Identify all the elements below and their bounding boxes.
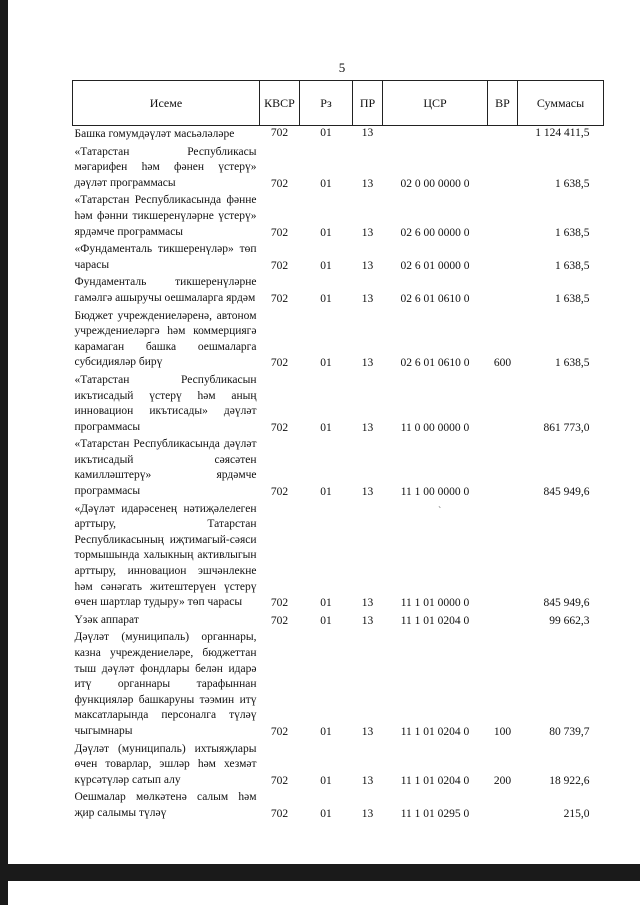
row-vr xyxy=(488,241,518,274)
scan-speck: ` xyxy=(438,506,442,517)
row-csr: 11 1 01 0204 0 xyxy=(400,614,470,627)
row-vr xyxy=(488,612,518,630)
scan-left-edge xyxy=(0,0,8,905)
row-sum: 99 662,3 xyxy=(549,614,590,627)
table-row xyxy=(73,126,604,144)
row-pr: 13 xyxy=(361,357,374,370)
row-kvsr: 702 xyxy=(270,614,289,627)
row-vr xyxy=(488,789,518,822)
row-kvsr: 702 xyxy=(270,226,289,239)
row-vr xyxy=(488,501,518,612)
row-name: Дәүләт (муниципаль) ихтыяҗлары өчен товарлар, эшләр һәм хезмәт күрсәтүләр сатып алу xyxy=(74,742,257,786)
row-csr: 11 1 00 0000 0 xyxy=(400,486,470,499)
row-kvsr: 702 xyxy=(270,259,289,272)
row-csr: 02 6 01 0610 0 xyxy=(400,292,470,305)
row-rz: 01 xyxy=(320,226,332,239)
row-rz: 01 xyxy=(320,292,332,305)
header-csr: ЦСР xyxy=(383,81,488,126)
row-pr: 13 xyxy=(361,259,374,272)
row-pr: 13 xyxy=(361,486,374,499)
row-rz: 01 xyxy=(320,807,332,820)
row-name: «Татарстан Республикасын икътисадый үстерү һәм аның инновацион икътисады» дәүләт программасы xyxy=(74,373,257,433)
row-pr: 13 xyxy=(361,614,374,627)
row-csr: 02 6 01 0610 0 xyxy=(400,357,470,370)
row-kvsr: 702 xyxy=(270,421,289,434)
row-sum: 1 638,5 xyxy=(555,259,590,272)
row-csr: 02 6 00 0000 0 xyxy=(400,226,470,239)
row-name: Үзәк аппарат xyxy=(74,613,139,626)
row-rz: 01 xyxy=(320,774,332,787)
row-kvsr: 702 xyxy=(270,292,289,305)
row-kvsr: 702 xyxy=(270,486,289,499)
row-vr: 200 xyxy=(493,774,512,787)
row-csr: 02 0 00 0000 0 xyxy=(400,177,470,190)
row-rz: 01 xyxy=(320,259,332,272)
row-kvsr: 702 xyxy=(270,774,289,787)
row-sum: 845 949,6 xyxy=(543,597,590,610)
row-rz: 01 xyxy=(320,127,332,139)
table-row xyxy=(73,741,604,790)
table-row xyxy=(73,241,604,274)
row-sum: 1 638,5 xyxy=(555,292,590,305)
header-sum: Суммасы xyxy=(518,81,604,126)
table-body xyxy=(73,126,604,823)
table-row xyxy=(73,501,604,612)
row-name: «Дәүләт идарәсенең нәтиҗәлелеген арттыру, Татарстан Республикасының иҗтимагый-сәяси тормышында халыкның активлыгын арттыру, инновацион эшчәнлекне һәм сәнәгать житештерүен үстерү өчен шартлар тудыру» төп чарасы xyxy=(74,502,257,609)
table-row xyxy=(73,192,604,241)
row-rz: 01 xyxy=(320,486,332,499)
header-rz: Рз xyxy=(300,81,353,126)
row-sum: 1 638,5 xyxy=(555,177,590,190)
row-csr: 11 0 00 0000 0 xyxy=(400,421,470,434)
row-csr: 11 1 01 0204 0 xyxy=(400,725,470,738)
row-pr: 13 xyxy=(361,127,374,139)
row-vr: 100 xyxy=(493,725,512,738)
row-pr: 13 xyxy=(361,226,374,239)
row-sum: 215,0 xyxy=(563,807,590,820)
table-row xyxy=(73,372,604,436)
row-name: Башка гомумдәүләт масьәләләре xyxy=(74,128,235,140)
row-sum: 1 638,5 xyxy=(555,226,590,239)
row-rz: 01 xyxy=(320,614,332,627)
row-kvsr: 702 xyxy=(270,597,289,610)
row-pr: 13 xyxy=(361,725,374,738)
row-pr: 13 xyxy=(361,774,374,787)
row-rz: 01 xyxy=(320,597,332,610)
scan-bottom-edge xyxy=(0,864,640,881)
row-name: Фундаменталь тикшеренүләрне гамәлгә ашыручы оешмаларга ярдәм xyxy=(74,276,257,304)
row-name: Дәүләт (муниципаль) органнары, казна учреждениеләре, бюджеттан тыш дәүләт фондлары белән идарә итү органнары тарафыннан функцияләр башкаруны тәэмин итү максатларында персоналга түләү чыгымнары xyxy=(74,631,257,737)
row-name: «Татарстан Республикасында фәнне һәм фәнни тикшеренүләрне үстерү» ярдәмче программасы xyxy=(74,194,257,238)
table-row xyxy=(73,308,604,372)
row-vr xyxy=(488,126,518,144)
row-sum: 845 949,6 xyxy=(543,486,590,499)
row-kvsr: 702 xyxy=(270,177,289,190)
header-pr: ПР xyxy=(353,81,383,126)
row-vr xyxy=(488,274,518,307)
row-name: «Татарстан Республикасы мәгарифен һәм фәнен үстерү» дәүләт программасы xyxy=(74,145,257,189)
header-vr: ВР xyxy=(488,81,518,126)
table-row xyxy=(73,612,604,630)
table-row xyxy=(73,789,604,822)
row-kvsr: 702 xyxy=(270,357,289,370)
row-sum: 80 739,7 xyxy=(549,725,590,738)
header-name: Исеме xyxy=(73,81,260,126)
table-header xyxy=(73,81,604,126)
row-rz: 01 xyxy=(320,725,332,738)
row-vr xyxy=(488,372,518,436)
table-row xyxy=(73,436,604,500)
row-pr: 13 xyxy=(361,292,374,305)
row-vr xyxy=(488,192,518,241)
budget-table xyxy=(72,80,604,823)
row-sum: 1 124 411,5 xyxy=(535,127,590,139)
table-row xyxy=(73,629,604,740)
row-kvsr: 702 xyxy=(270,807,289,820)
row-pr: 13 xyxy=(361,597,374,610)
row-name: «Фундаменталь тикшеренүләр» төп чарасы xyxy=(74,243,257,271)
row-name: «Татарстан Республикасында дәүләт икътисадый сәясәтен камилләштерү» ярдәмче программасы xyxy=(74,438,257,498)
row-vr xyxy=(488,144,518,193)
page-number: 5 xyxy=(338,60,346,75)
row-pr: 13 xyxy=(361,807,374,820)
row-name: Оешмалар мөлкәтенә салым һәм җир салымы түләү xyxy=(74,791,257,819)
row-sum: 18 922,6 xyxy=(549,774,590,787)
table-row xyxy=(73,144,604,193)
row-rz: 01 xyxy=(320,177,332,190)
row-vr: 600 xyxy=(493,357,512,370)
row-vr xyxy=(488,436,518,500)
row-csr xyxy=(383,126,488,144)
row-csr: 11 1 01 0000 0 xyxy=(400,597,470,610)
row-name: Бюджет учреждениеләренә, автоном учреждениеләргә һәм коммерциягә карамаган башка оешмаларга субсидияләр бирү xyxy=(74,309,257,369)
row-kvsr: 702 xyxy=(270,725,289,738)
row-sum: 861 773,0 xyxy=(543,421,590,434)
row-csr: 11 1 01 0295 0 xyxy=(400,807,470,820)
row-pr: 13 xyxy=(361,177,374,190)
row-csr: 02 6 01 0000 0 xyxy=(400,259,470,272)
row-csr: 11 1 01 0204 0 xyxy=(400,774,470,787)
row-rz: 01 xyxy=(320,357,332,370)
row-pr: 13 xyxy=(361,421,374,434)
row-kvsr: 702 xyxy=(270,127,289,139)
row-sum: 1 638,5 xyxy=(555,357,590,370)
header-kvsr: КВСР xyxy=(260,81,300,126)
table-row xyxy=(73,274,604,307)
row-rz: 01 xyxy=(320,421,332,434)
